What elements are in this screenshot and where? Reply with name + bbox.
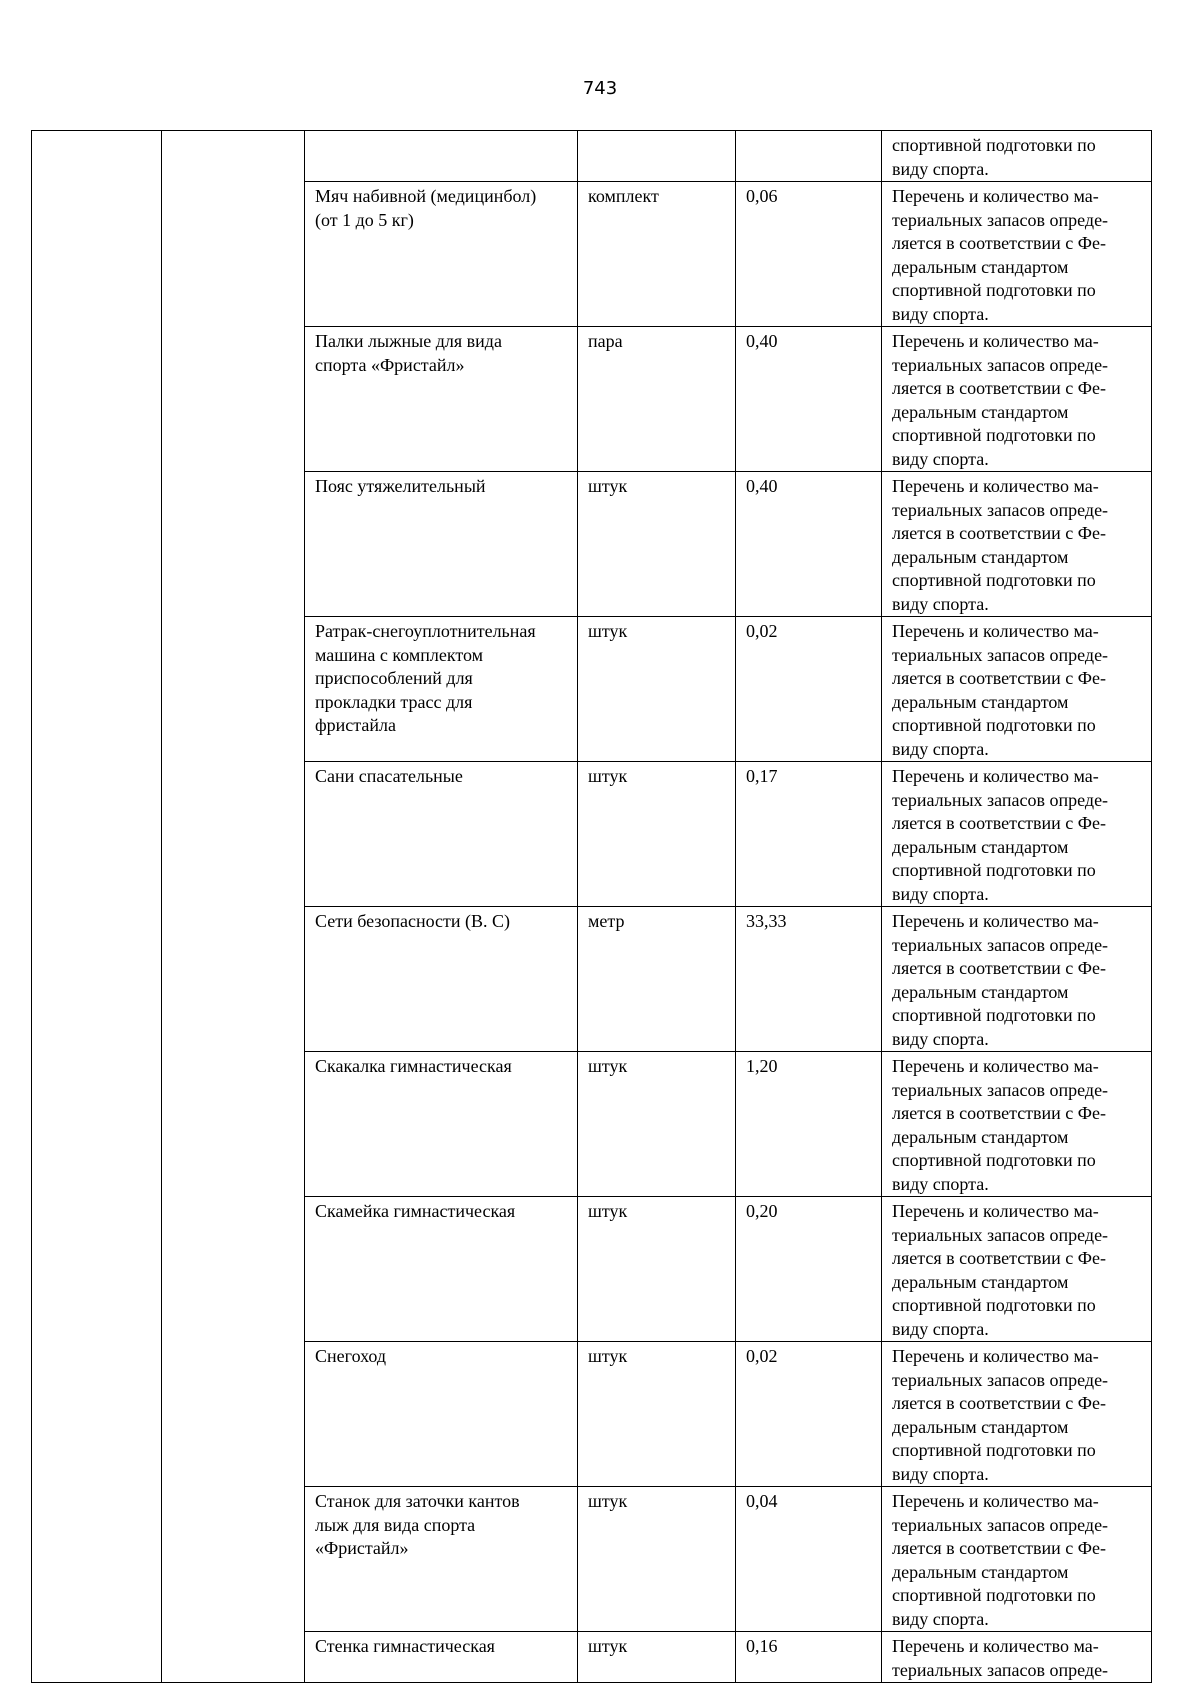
table-cell-unit: пара xyxy=(578,327,736,472)
table-cell-name: Ратрак-снегоуплотнительная машина с комплектом приспособлений для прокладки трасс для фристайла xyxy=(305,617,578,762)
table-cell-qty: 0,40 xyxy=(736,327,882,472)
table-cell-col2 xyxy=(162,1052,305,1197)
table-cell-col1 xyxy=(32,1632,162,1683)
table-cell-unit: штук xyxy=(578,762,736,907)
table-cell-unit: штук xyxy=(578,472,736,617)
table-cell-col2 xyxy=(162,131,305,182)
table-cell-unit: комплект xyxy=(578,182,736,327)
table-cell-col2 xyxy=(162,762,305,907)
table-cell-name: Скамейка гимнастическая xyxy=(305,1197,578,1342)
table-cell-qty: 0,16 xyxy=(736,1632,882,1683)
table-cell-qty: 0,20 xyxy=(736,1197,882,1342)
table-cell-col1 xyxy=(32,182,162,327)
table-cell-qty: 33,33 xyxy=(736,907,882,1052)
table-cell-qty: 0,04 xyxy=(736,1487,882,1632)
table-row xyxy=(32,182,1152,327)
table-cell-qty: 0,02 xyxy=(736,617,882,762)
table-row-continued xyxy=(32,131,1152,182)
table-row xyxy=(32,1342,1152,1487)
table-cell-name: Пояс утяжелительный xyxy=(305,472,578,617)
equipment-table xyxy=(31,130,1152,1683)
table-cell-col2 xyxy=(162,1342,305,1487)
table-cell-note: Перечень и количество ма- териальных запасов опреде- ляется в соответствии с Фе- деральным стандартом спортивной подготовки по виду спорта. xyxy=(882,617,1152,762)
table-cell-name: Стенка гимнастическая xyxy=(305,1632,578,1683)
table-cell-note: Перечень и количество ма- териальных запасов опреде- ляется в соответствии с Фе- деральным стандартом спортивной подготовки по виду спорта. xyxy=(882,472,1152,617)
table-cell-name: Снегоход xyxy=(305,1342,578,1487)
table-cell-qty: 1,20 xyxy=(736,1052,882,1197)
table-cell-col2 xyxy=(162,1632,305,1683)
table-cell-col2 xyxy=(162,327,305,472)
table-cell-qty: 0,02 xyxy=(736,1342,882,1487)
table-cell-name: Скакалка гимнастическая xyxy=(305,1052,578,1197)
table-cell-note: Перечень и количество ма- териальных запасов опреде- ляется в соответствии с Фе- деральным стандартом спортивной подготовки по виду спорта. xyxy=(882,1487,1152,1632)
table-row xyxy=(32,327,1152,472)
table-cell-note: Перечень и количество ма- териальных запасов опреде- ляется в соответствии с Фе- деральным стандартом спортивной подготовки по виду спорта. xyxy=(882,327,1152,472)
table-cell-col1 xyxy=(32,472,162,617)
table-row xyxy=(32,1197,1152,1342)
table-cell-qty: 0,06 xyxy=(736,182,882,327)
table-cell-col1 xyxy=(32,131,162,182)
table-cell-unit: штук xyxy=(578,1052,736,1197)
table-row xyxy=(32,1487,1152,1632)
table-cell-unit: метр xyxy=(578,907,736,1052)
table-cell-col1 xyxy=(32,1487,162,1632)
table-cell-col1 xyxy=(32,907,162,1052)
table-cell-col2 xyxy=(162,182,305,327)
table-cell-name: Станок для заточки кантов лыж для вида спорта «Фристайл» xyxy=(305,1487,578,1632)
table-cell-col1 xyxy=(32,1342,162,1487)
table-cell-qty: 0,17 xyxy=(736,762,882,907)
table-cell-note: Перечень и количество ма- териальных запасов опреде- xyxy=(882,1632,1152,1683)
table-cell-col2 xyxy=(162,1197,305,1342)
table-cell-name: Сети безопасности (B. C) xyxy=(305,907,578,1052)
table-cell-unit: штук xyxy=(578,617,736,762)
page-number: 743 xyxy=(582,78,618,99)
table-cell-note: спортивной подготовки по виду спорта. xyxy=(882,131,1152,182)
table-cell-unit xyxy=(578,131,736,182)
table-cell-note: Перечень и количество ма- териальных запасов опреде- ляется в соответствии с Фе- деральным стандартом спортивной подготовки по виду спорта. xyxy=(882,907,1152,1052)
table-cell-name: Палки лыжные для вида спорта «Фристайл» xyxy=(305,327,578,472)
table-cell-unit: штук xyxy=(578,1487,736,1632)
table-cell-col1 xyxy=(32,1197,162,1342)
table-cell-col1 xyxy=(32,1052,162,1197)
table-cell-col1 xyxy=(32,327,162,472)
table-cell-col2 xyxy=(162,617,305,762)
table-cell-unit: штук xyxy=(578,1197,736,1342)
table-cell-qty: 0,40 xyxy=(736,472,882,617)
table-cell-name xyxy=(305,131,578,182)
table-row xyxy=(32,472,1152,617)
table-row xyxy=(32,1632,1152,1683)
table-cell-col2 xyxy=(162,472,305,617)
table-cell-note: Перечень и количество ма- териальных запасов опреде- ляется в соответствии с Фе- деральным стандартом спортивной подготовки по виду спорта. xyxy=(882,1052,1152,1197)
table-cell-col1 xyxy=(32,617,162,762)
table-row xyxy=(32,617,1152,762)
table-row xyxy=(32,1052,1152,1197)
table-cell-qty xyxy=(736,131,882,182)
table-cell-note: Перечень и количество ма- териальных запасов опреде- ляется в соответствии с Фе- деральным стандартом спортивной подготовки по виду спорта. xyxy=(882,1197,1152,1342)
table-cell-unit: штук xyxy=(578,1342,736,1487)
table-cell-note: Перечень и количество ма- териальных запасов опреде- ляется в соответствии с Фе- деральным стандартом спортивной подготовки по виду спорта. xyxy=(882,1342,1152,1487)
table-cell-note: Перечень и количество ма- териальных запасов опреде- ляется в соответствии с Фе- деральным стандартом спортивной подготовки по виду спорта. xyxy=(882,762,1152,907)
table-cell-col1 xyxy=(32,762,162,907)
table-row xyxy=(32,907,1152,1052)
table-cell-col2 xyxy=(162,1487,305,1632)
table-cell-col2 xyxy=(162,907,305,1052)
table-cell-name: Мяч набивной (медицинбол) (от 1 до 5 кг) xyxy=(305,182,578,327)
table-cell-unit: штук xyxy=(578,1632,736,1683)
table-cell-name: Сани спасательные xyxy=(305,762,578,907)
table-row xyxy=(32,762,1152,907)
table-cell-note: Перечень и количество ма- териальных запасов опреде- ляется в соответствии с Фе- деральным стандартом спортивной подготовки по виду спорта. xyxy=(882,182,1152,327)
